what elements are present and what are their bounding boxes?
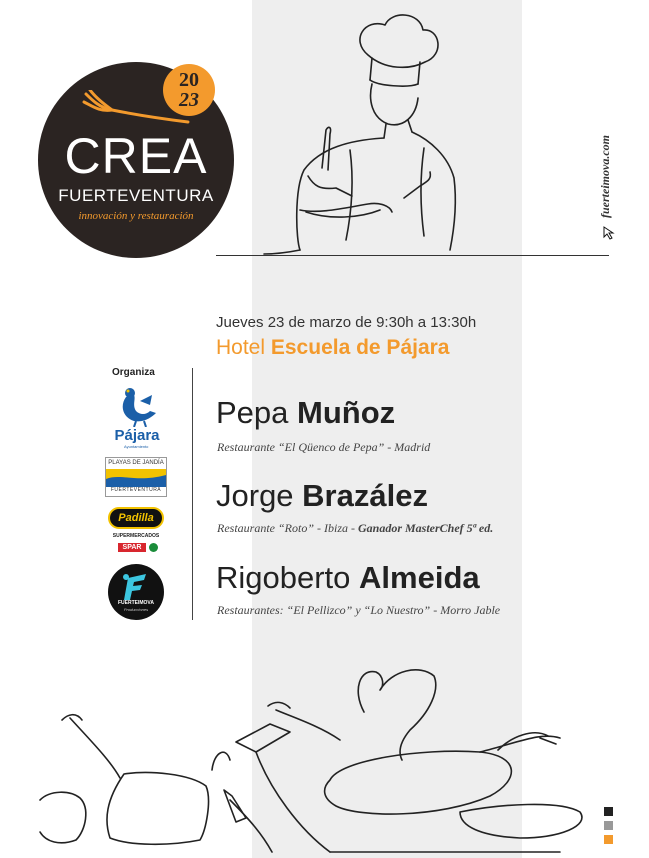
logo-title: CREA: [64, 128, 208, 184]
bird-icon: [106, 383, 168, 427]
chef-last-name: Almeida: [359, 560, 480, 595]
chef-restaurant-text: Restaurantes: “El Pellizco” y “Lo Nuestro” - Morro Jable: [217, 603, 501, 617]
chef-restaurant-2: [217, 521, 493, 536]
pajara-name: Pájara: [114, 427, 160, 444]
square-dark: [604, 807, 613, 816]
event-date: Jueves 23 de marzo de 9:30h a 13:30h: [216, 314, 477, 331]
chef-restaurant-text: Restaurante “Roto” - Ibiza -: [217, 521, 358, 535]
padilla-name: Padilla: [118, 512, 154, 524]
chef-extra: Ganador MasterChef 5ª ed.: [358, 521, 494, 535]
f-icon: [108, 568, 164, 604]
chef-restaurant-3: [217, 603, 500, 618]
fuerteimova-sub: Producciones: [123, 607, 149, 612]
chef-name-2: [216, 478, 428, 514]
divider-line: [216, 255, 609, 256]
jandia-bottom: FUERTEVENTURA: [110, 487, 162, 493]
chef-restaurant-1: [217, 440, 430, 455]
square-grey: [604, 821, 613, 830]
website-url[interactable]: fuerteimova.com: [598, 135, 612, 218]
chef-first-name: Rigoberto: [216, 560, 351, 595]
fuerteimova-logo: [108, 564, 164, 620]
padilla-logo: [106, 507, 166, 555]
square-orange: [604, 835, 613, 844]
beach-icon: [106, 469, 166, 487]
chef-restaurant-text: Restaurante “El Qüenco de Pepa” - Madrid: [217, 440, 431, 454]
chef-first-name: Pepa: [216, 395, 289, 430]
jandia-logo: [105, 457, 167, 497]
spar-label: SPAR: [118, 543, 146, 552]
year-bottom: 23: [179, 89, 199, 111]
pajara-logo: [106, 383, 168, 449]
jandia-top: PLAYAS DE JANDÍA: [108, 460, 164, 466]
chef-name-1: [216, 395, 395, 431]
spar-tree-icon: [149, 543, 158, 552]
venue-name: Escuela de Pájara: [270, 336, 450, 359]
padilla-badge: [108, 507, 164, 529]
color-squares: [604, 807, 613, 849]
chef-last-name: Muñoz: [297, 395, 396, 430]
crea-logo: [38, 62, 234, 258]
fork-icon: [82, 90, 192, 130]
padilla-sub: SUPERMERCADOS: [112, 533, 160, 539]
pajara-sub: Ayuntamiento: [124, 444, 149, 449]
chef-first-name: Jorge: [216, 478, 294, 513]
organizers-label: Organiza: [112, 367, 155, 378]
year-top: 20: [179, 69, 199, 91]
chef-last-name: Brazález: [302, 478, 428, 513]
chef-name-3: [216, 560, 480, 596]
fuerteimova-name: FUERTEIMOVA: [117, 600, 155, 606]
logo-region: FUERTEVENTURA: [58, 186, 214, 205]
cursor-icon: [603, 226, 615, 240]
organizers-divider: [192, 368, 193, 620]
event-venue: [216, 336, 450, 360]
logo-tagline: innovación y restauración: [78, 210, 194, 222]
venue-prefix: Hotel: [216, 336, 266, 359]
